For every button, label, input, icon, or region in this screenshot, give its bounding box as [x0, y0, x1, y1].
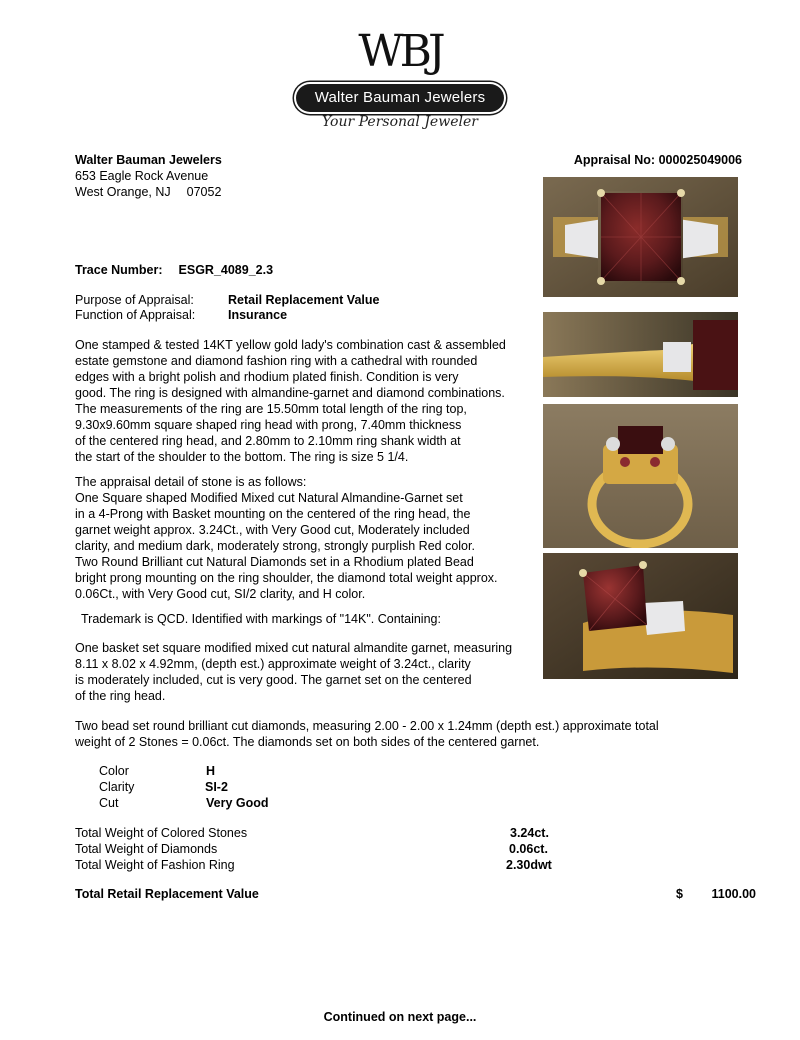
total-value: 2.30dwt	[506, 858, 552, 872]
total-label: Total Weight of Colored Stones	[75, 826, 248, 840]
garnet-line: 8.11 x 8.02 x 4.92mm, (depth est.) approximate weight of 3.24ct., clarity	[75, 657, 471, 671]
description-line: 9.30x9.60mm square shaped ring head with prong, 7.40mm thickness	[75, 418, 462, 432]
total-label: Total Weight of Diamonds	[75, 842, 218, 856]
total-row-ring	[0, 857, 800, 873]
description-line: of the centered ring head, and 2.80mm to 2.10mm ring shank width at	[75, 434, 461, 448]
logo-tagline: Your Personal Jeweler	[322, 114, 478, 130]
stone-detail	[75, 474, 498, 602]
trademark-line: Trademark is QCD. Identified with markings of "14K". Containing:	[81, 612, 441, 626]
ring-photo-profile	[543, 404, 738, 548]
grade-row-clarity	[99, 779, 399, 795]
stone-detail-line: clarity, and medium dark, moderately strong, strongly purplish Red color.	[75, 539, 475, 553]
diamond-line: weight of 2 Stones = 0.06ct. The diamonds set on both sides of the centered garnet.	[75, 735, 540, 749]
description-line: One stamped & tested 14KT yellow gold lady's combination cast & assembled	[75, 338, 506, 352]
purpose-label: Purpose of Appraisal:	[75, 293, 194, 307]
garnet-paragraph	[75, 640, 512, 704]
stone-detail-line: The appraisal detail of stone is as follows:	[75, 475, 307, 489]
company-logo	[290, 22, 510, 134]
seller-zip: 07052	[186, 185, 222, 199]
stone-detail-line: 0.06Ct., with Very Good cut, SI/2 clarity, and H color.	[75, 587, 366, 601]
stone-detail-line: garnet weight approx. 3.24Ct., with Very Good cut, Moderately included	[75, 523, 470, 537]
ring-photo-side	[543, 312, 738, 397]
function-row	[75, 307, 475, 323]
diamond-line: Two bead set round brilliant cut diamonds, measuring 2.00 - 2.00 x 1.24mm (depth est.) approximate total	[75, 719, 659, 733]
grade-value: SI-2	[205, 780, 228, 794]
function-label: Function of Appraisal:	[75, 308, 196, 322]
grade-row-cut	[99, 795, 399, 811]
seller-city-state: West Orange, NJ 07052	[75, 185, 222, 199]
ring-photo-top	[543, 177, 738, 297]
grade-label: Cut	[99, 796, 119, 810]
total-row-diamonds	[0, 841, 800, 857]
total-value: 0.06ct.	[509, 842, 548, 856]
retail-currency: $	[676, 887, 683, 901]
logo-badge: Walter Bauman Jewelers	[296, 84, 504, 112]
ring-photo-angle	[543, 553, 738, 679]
purpose-value: Retail Replacement Value	[228, 293, 380, 307]
grade-row-color	[99, 763, 399, 779]
garnet-line: of the ring head.	[75, 689, 166, 703]
total-row-colored	[0, 825, 800, 841]
diamond-paragraph	[75, 718, 659, 750]
retail-amount: 1100.00	[711, 887, 756, 901]
garnet-line: One basket set square modified mixed cut natural almandite garnet, measuring	[75, 641, 513, 655]
grade-value: Very Good	[206, 796, 269, 810]
description-line: estate gemstone and diamond fashion ring with a cathedral with rounded	[75, 354, 478, 368]
seller-street: 653 Eagle Rock Avenue	[75, 169, 209, 183]
stone-detail-line: in a 4-Prong with Basket mounting on the centered of the ring head, the	[75, 507, 471, 521]
stone-detail-line: One Square shaped Modified Mixed cut Natural Almandine-Garnet set	[75, 491, 463, 505]
appraisal-number: Appraisal No: 000025049006	[573, 153, 742, 167]
description-line: good. The ring is designed with almandine-garnet and diamond combinations.	[75, 386, 505, 400]
grade-label: Color	[99, 764, 129, 778]
retail-value-label: Total Retail Replacement Value	[75, 887, 259, 901]
grade-value: H	[206, 764, 216, 778]
total-value: 3.24ct.	[510, 826, 549, 840]
stone-detail-line: Two Round Brilliant cut Natural Diamonds set in a Rhodium plated Bead	[75, 555, 474, 569]
purpose-row	[75, 292, 475, 308]
description-line: the start of the shoulder to the bottom. The ring is size 5 1/4.	[75, 450, 409, 464]
grade-label: Clarity	[99, 780, 135, 794]
garnet-line: is moderately included, cut is very good. The garnet set on the centered	[75, 673, 472, 687]
ring-description	[75, 337, 506, 465]
description-line: edges with a bright polish and rhodium plated finish. Condition is very	[75, 370, 459, 384]
total-label: Total Weight of Fashion Ring	[75, 858, 235, 872]
trace-number-value: ESGR_4089_2.3	[178, 263, 274, 277]
logo-monogram: WBJ	[358, 26, 442, 77]
trace-number: Trace Number: ESGR_4089_2.3	[75, 263, 274, 277]
stone-detail-line: bright prong mounting on the ring shoulder, the diamond total weight approx.	[75, 571, 498, 585]
continued-footer: Continued on next page...	[323, 1010, 477, 1024]
seller-name: Walter Bauman Jewelers	[75, 153, 222, 167]
description-line: The measurements of the ring are 15.50mm total length of the ring top,	[75, 402, 467, 416]
function-value: Insurance	[228, 308, 288, 322]
